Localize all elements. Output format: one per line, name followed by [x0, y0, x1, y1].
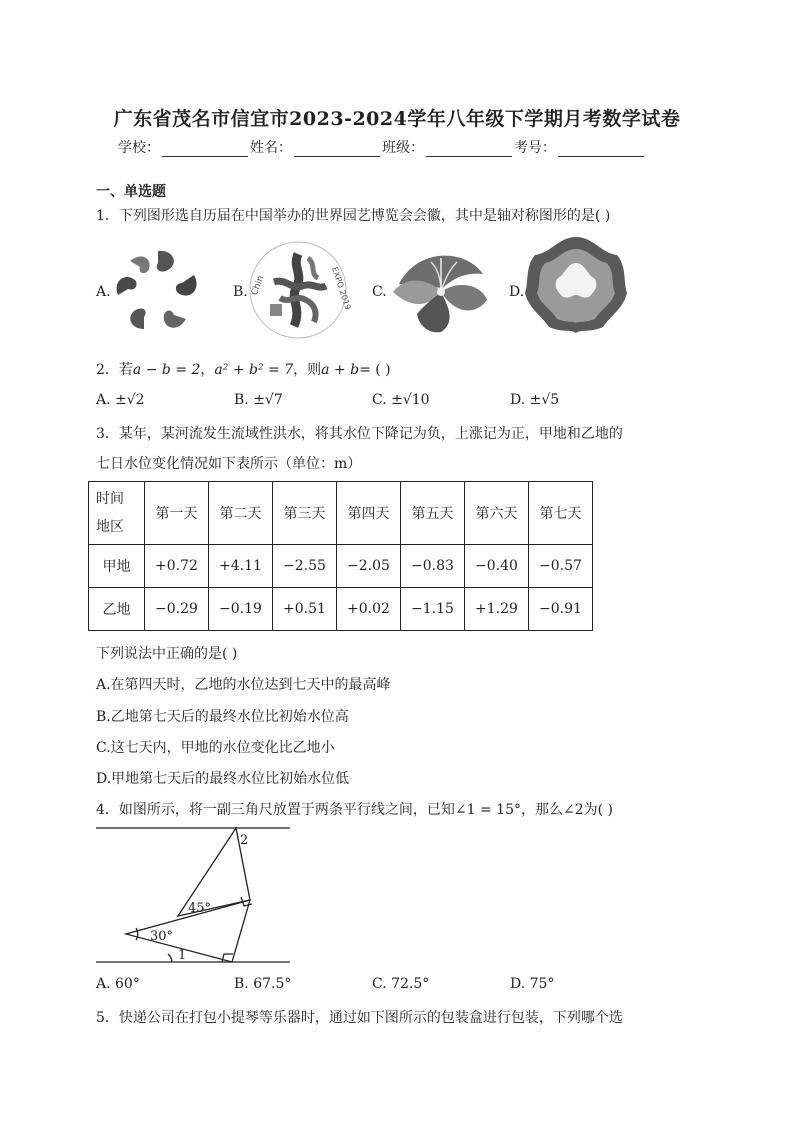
table-cell: +4.11 — [209, 545, 273, 588]
q2-option-b: B. ±√7 — [234, 392, 283, 408]
q2-option-d: D. ±√5 — [510, 392, 560, 408]
q3-stem-line-2: 七日水位变化情况如下表所示（单位：m） — [96, 456, 362, 472]
table-cell: +0.02 — [337, 588, 401, 631]
corner-region-label: 地区 — [96, 519, 124, 535]
water-level-table — [88, 481, 593, 631]
exam-number-label: 考号： — [514, 140, 556, 156]
q4-option-c: C. 72.5° — [372, 976, 430, 992]
q1-stem: 1．下列图形选自历届在中国举办的世界园艺博览会会徽，其中是轴对称图形的是( ) — [96, 208, 611, 224]
q1-option-d-label: D. — [509, 284, 525, 300]
table-cell: +1.29 — [465, 588, 529, 631]
q2-condition-1: a − b = 2 — [132, 362, 201, 378]
q4-option-b: B. 67.5° — [234, 976, 292, 992]
angle-30-label: 30° — [150, 929, 174, 944]
table-cell: −2.55 — [273, 545, 337, 588]
name-label: 姓名： — [250, 140, 292, 156]
expo-logo-b — [244, 238, 352, 342]
angle-45-label: 45° — [188, 901, 212, 916]
q3-stem-line-1: 3．某年，某河流发生流域性洪水，将其水位下降记为负，上涨记为正，甲地和乙地的 — [96, 426, 623, 442]
logo-b-text-right: EXPO 2019 — [330, 265, 352, 311]
q2-option-c: C. ±√10 — [372, 392, 430, 408]
table-corner-cell — [89, 482, 145, 545]
triangle-rulers-diagram — [92, 820, 296, 966]
table-header-row — [89, 482, 593, 545]
q4-option-a: A. 60° — [96, 976, 140, 992]
q3-option-c: C.这七天内，甲地的水位变化比乙地小 — [96, 740, 335, 756]
q3-question: 下列说法中正确的是( ) — [96, 646, 238, 662]
table-header-day: 第一天 — [145, 482, 209, 545]
table-cell: −0.91 — [529, 588, 593, 631]
table-cell: +0.51 — [273, 588, 337, 631]
q3-option-a: A.在第四天时，乙地的水位达到七天中的最高峰 — [96, 677, 391, 693]
table-row — [89, 588, 593, 631]
expo-logo-d — [523, 235, 629, 335]
table-row-name: 甲地 — [89, 545, 145, 588]
table-header-day: 第三天 — [273, 482, 337, 545]
class-blank — [426, 142, 512, 157]
q2-ask: a + b — [321, 362, 360, 378]
school-blank — [162, 142, 248, 157]
exam-number-blank — [558, 142, 644, 157]
angle-1-label: 1 — [178, 948, 187, 963]
school-label: 学校： — [118, 140, 160, 156]
section-title: 一、单选题 — [96, 184, 166, 200]
q2-separator: ， — [200, 362, 215, 378]
table-cell: −0.57 — [529, 545, 593, 588]
table-cell: −0.40 — [465, 545, 529, 588]
table-row-name: 乙地 — [89, 588, 145, 631]
corner-time-label: 时间 — [96, 491, 124, 507]
table-cell: −0.29 — [145, 588, 209, 631]
table-header-day: 第六天 — [465, 482, 529, 545]
page-title: 广东省茂名市信宜市2023-2024学年八年级下学期月考数学试卷 — [113, 108, 681, 130]
logo-b-text-left: Chin — [250, 274, 267, 297]
table-cell: −1.15 — [401, 588, 465, 631]
table-header-day: 第七天 — [529, 482, 593, 545]
q2-condition-2: a² + b² = 7 — [214, 362, 294, 378]
q2-stem — [96, 359, 391, 379]
q4-stem: 4．如图所示，将一副三角尺放置于两条平行线之间，已知∠1 = 15°，那么∠2为( ) — [96, 802, 614, 818]
q3-option-b: B.乙地第七天后的最终水位比初始水位高 — [96, 709, 349, 725]
angle-2-label: 2 — [240, 833, 249, 848]
table-cell: −0.19 — [209, 588, 273, 631]
table-cell: +0.72 — [145, 545, 209, 588]
q2-prefix: 2．若 — [96, 362, 133, 378]
table-cell: −0.83 — [401, 545, 465, 588]
q1-option-c-label: C. — [372, 284, 387, 300]
table-header-day: 第二天 — [209, 482, 273, 545]
name-blank — [294, 142, 380, 157]
q2-option-a: A. ±√2 — [96, 392, 145, 408]
expo-logo-c — [387, 244, 493, 336]
angle-30-arc — [136, 928, 138, 940]
q1-option-b-label: B. — [233, 284, 248, 300]
q4-option-d: D. 75° — [510, 976, 555, 992]
table-cell: −2.05 — [337, 545, 401, 588]
q2-mid: ，则 — [293, 362, 322, 378]
angle-1-arc — [168, 954, 172, 962]
table-row — [89, 545, 593, 588]
expo-logo-a — [108, 243, 208, 337]
table-header-day: 第四天 — [337, 482, 401, 545]
q2-suffix: = ( ) — [359, 362, 391, 378]
table-header-day: 第五天 — [401, 482, 465, 545]
q3-option-d: D.甲地第七天后的最终水位比初始水位低 — [96, 771, 350, 787]
q1-option-a-label: A. — [96, 284, 111, 300]
class-label: 班级： — [382, 140, 424, 156]
student-info-line — [118, 137, 646, 157]
q5-stem: 5．快递公司在打包小提琴等乐器时，通过如下图所示的包装盒进行包装，下列哪个选 — [96, 1010, 623, 1026]
